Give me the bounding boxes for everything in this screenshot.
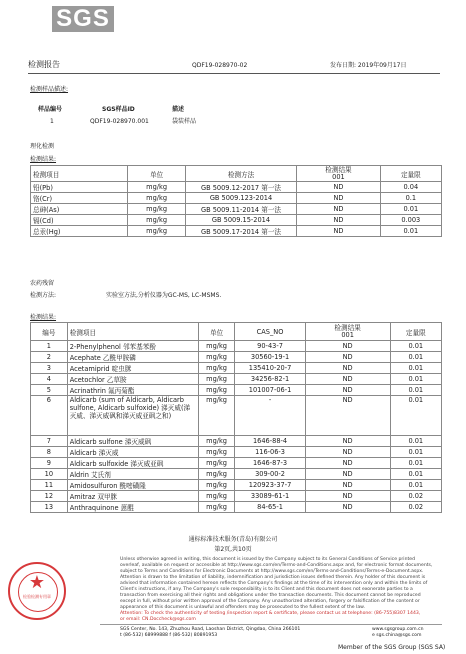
cell-no: 7 <box>31 436 68 447</box>
physchem-header-row <box>31 166 442 182</box>
cell-loq: 0.01 <box>380 204 441 215</box>
col-item: 检测项目 <box>31 166 128 182</box>
cell-result: ND <box>297 204 380 215</box>
cell-cas: 1646-88-4 <box>235 436 305 447</box>
table-row <box>31 480 442 491</box>
cell-no: 11 <box>31 480 68 491</box>
disclaimer-line: advised that information contained hereon reflects the Company's findings at the time of its intervention only and within the limits of <box>120 581 428 586</box>
cell-loq: 0.04 <box>380 182 441 193</box>
col-result: 检测结果 001 <box>305 323 390 341</box>
cell-item: Aldrin 艾氏剂 <box>67 469 198 480</box>
cell-result: ND <box>305 363 390 374</box>
cell-cas: 1646-87-3 <box>235 458 305 469</box>
cell-no: 1 <box>31 341 68 352</box>
col-cas: CAS_NO <box>235 323 305 341</box>
footer-attention: Attention: To check the authenticity of testing /inspection report & certificate, please contact us at telephone: (86-755)8307 1443, <box>120 611 421 616</box>
cell-item: Acephate 乙酰甲胺磷 <box>67 352 198 363</box>
cell-cas: 120923-37-7 <box>235 480 305 491</box>
cell-result: ND <box>305 469 390 480</box>
table-row <box>31 215 442 226</box>
cell-result: ND <box>305 385 390 396</box>
cell-item: Aldicarb sulfone 涕灭威砜 <box>67 436 198 447</box>
cell-cas: 84-65-1 <box>235 502 305 513</box>
footer-phone: t (86-532) 68999888 f (86-532) 80891953 <box>120 633 218 638</box>
cell-result: ND <box>305 396 390 436</box>
cell-no: 6 <box>31 396 68 436</box>
footer-disclaimer <box>120 557 442 611</box>
cell-no: 8 <box>31 447 68 458</box>
disclaimer-line: overleaf, available on request or accessible at http://www.sgs.com/en/Terms-and-Conditions.aspx and, for electronic format documents, <box>120 563 433 568</box>
cell-item: Aldicarb (sum of Aldicarb, Aldicarb sulfone, Aldicarb sulfoxide) 涕灭威(涕灭威、涕灭威砜和涕灭威亚砜之和) <box>67 396 198 436</box>
physchem-results-label: 检测结果: <box>30 156 57 163</box>
cell-item: 铅(Pb) <box>31 182 128 193</box>
disclaimer-line: appearance of this document is unlawful and offenders may be prosecuted to the fullest extent of the law. <box>120 605 365 610</box>
cell-loq: 0.01 <box>390 447 441 458</box>
physchem-table <box>30 165 442 237</box>
sample-description: 袋装样品 <box>172 118 197 125</box>
cell-no: 12 <box>31 491 68 502</box>
col-loq: 定量限 <box>380 166 441 182</box>
pesticide-table <box>30 322 442 513</box>
cell-item: Aldicarb 涕灭威 <box>67 447 198 458</box>
cell-loq: 0.01 <box>390 480 441 491</box>
cell-result: ND <box>305 374 390 385</box>
table-row <box>31 363 442 374</box>
cell-item: 总砷(As) <box>31 204 128 215</box>
cell-unit: mg/kg <box>198 447 235 458</box>
company-seal <box>8 562 66 620</box>
cell-method: GB 5009.123-2014 <box>185 193 297 204</box>
sample-section-title: 检测样品描述: <box>30 86 69 93</box>
cell-unit: mg/kg <box>198 458 235 469</box>
cell-unit: mg/kg <box>128 182 185 193</box>
col-item: 检测项目 <box>67 323 198 341</box>
cell-result: ND <box>305 352 390 363</box>
cell-unit: mg/kg <box>198 352 235 363</box>
cell-unit: mg/kg <box>198 480 235 491</box>
cell-method: GB 5009.12-2017 第一法 <box>185 182 297 193</box>
cell-no: 2 <box>31 352 68 363</box>
cell-item: Anthraquinone 蒽醌 <box>67 502 198 513</box>
cell-cas: 309-00-2 <box>235 469 305 480</box>
cell-result: ND <box>305 458 390 469</box>
cell-loq: 0.01 <box>390 341 441 352</box>
footer-attention-email: or email: CN.Doccheck@sgs.com <box>120 617 196 622</box>
cell-loq: 0.1 <box>380 193 441 204</box>
cell-loq: 0.01 <box>380 226 441 237</box>
cell-cas: 90-43-7 <box>235 341 305 352</box>
table-row <box>31 341 442 352</box>
table-row <box>31 436 442 447</box>
cell-no: 3 <box>31 363 68 374</box>
cell-loq: 0.01 <box>390 385 441 396</box>
table-row <box>31 385 442 396</box>
cell-item: Acetochlor 乙草胺 <box>67 374 198 385</box>
pesticide-method-label: 检测方法: <box>30 292 57 299</box>
sample-sgs-id: QDF19-028970.001 <box>90 118 149 125</box>
table-row <box>31 182 442 193</box>
cell-loq: 0.01 <box>390 396 441 436</box>
cell-item: Amidosulfuron 酰嘧磺隆 <box>67 480 198 491</box>
cell-unit: mg/kg <box>128 215 185 226</box>
table-row <box>31 352 442 363</box>
table-row <box>31 491 442 502</box>
cell-cas: 116-06-3 <box>235 447 305 458</box>
footer-company: 通标标准技术服务(青岛)有限公司 <box>188 536 278 543</box>
sample-col-number: 样品编号 <box>38 106 63 113</box>
cell-unit: mg/kg <box>198 396 235 436</box>
seal-text: 检验检测专用章 <box>23 594 51 599</box>
cell-cas: 30560-19-1 <box>235 352 305 363</box>
cell-method: GB 5009.11-2014 第一法 <box>185 204 297 215</box>
cell-item: 铬(Cr) <box>31 193 128 204</box>
report-title: 检测报告 <box>28 60 60 69</box>
cell-unit: mg/kg <box>128 226 185 237</box>
cell-unit: mg/kg <box>198 374 235 385</box>
cell-item: 镉(Cd) <box>31 215 128 226</box>
cell-method: GB 5009.15-2014 <box>185 215 297 226</box>
cell-unit: mg/kg <box>198 436 235 447</box>
cell-cas: - <box>235 396 305 436</box>
cell-no: 9 <box>31 458 68 469</box>
col-unit: 单位 <box>198 323 235 341</box>
table-row <box>31 458 442 469</box>
footer-email: e sgs.china@sgs.com <box>372 633 422 638</box>
star-icon: ★ <box>28 572 46 593</box>
sgs-logo: SGS <box>52 6 114 32</box>
cell-loq: 0.01 <box>390 469 441 480</box>
table-row <box>31 204 442 215</box>
pesticide-results-label: 检测结果: <box>30 314 57 321</box>
cell-result: ND <box>305 502 390 513</box>
cell-result: ND <box>305 447 390 458</box>
cell-item: Acrinathrin 氟丙菊酯 <box>67 385 198 396</box>
cell-no: 4 <box>31 374 68 385</box>
cell-cas: 135410-20-7 <box>235 363 305 374</box>
col-no: 编号 <box>31 323 68 341</box>
cell-loq: 0.01 <box>390 374 441 385</box>
cell-item: 2-Phenylphenol 邻苯基苯酚 <box>67 341 198 352</box>
col-loq: 定量限 <box>390 323 441 341</box>
col-method: 检测方法 <box>185 166 297 182</box>
disclaimer-line: subject to Terms and Conditions for Electronic Documents at http://www.sgs.com/en/Terms-and-Conditions/Terms-e-Document.aspx. <box>120 569 424 574</box>
col-unit: 单位 <box>128 166 185 182</box>
header-divider <box>28 73 440 74</box>
cell-loq: 0.01 <box>390 436 441 447</box>
cell-cas: 33089-61-1 <box>235 491 305 502</box>
cell-unit: mg/kg <box>128 193 185 204</box>
cell-result: ND <box>305 480 390 491</box>
pesticide-section-title: 农药残留 <box>30 280 55 287</box>
cell-result: ND <box>297 193 380 204</box>
cell-result: ND <box>297 215 380 226</box>
footer-page-number: 第2页,共10页 <box>214 546 252 553</box>
footer-web: www.sgsgroup.com.cn <box>372 627 424 632</box>
col-result: 检测结果 001 <box>297 166 380 182</box>
cell-result: ND <box>305 491 390 502</box>
issue-date: 发布日期: 2019年09月17日 <box>330 62 407 69</box>
cell-unit: mg/kg <box>128 204 185 215</box>
cell-result: ND <box>297 226 380 237</box>
table-row <box>31 193 442 204</box>
cell-loq: 0.02 <box>390 502 441 513</box>
pesticide-header-row <box>31 323 442 341</box>
footer-divider <box>100 624 442 625</box>
cell-result: ND <box>305 341 390 352</box>
cell-result: ND <box>305 436 390 447</box>
cell-unit: mg/kg <box>198 469 235 480</box>
table-row <box>31 502 442 513</box>
disclaimer-line: except in full, without prior written approval of the Company. Any unauthorized alteration, forgery or falsification of the content or <box>120 599 420 604</box>
table-row <box>31 374 442 385</box>
cell-cas: 34256-82-1 <box>235 374 305 385</box>
cell-item: 总汞(Hg) <box>31 226 128 237</box>
cell-item: Acetamiprid 啶虫脒 <box>67 363 198 374</box>
cell-unit: mg/kg <box>198 363 235 374</box>
pesticide-method-value: 实验室方法,分析仪器为GC-MS, LC-MSMS. <box>106 292 222 299</box>
disclaimer-line: Unless otherwise agreed in writing, this document is issued by the Company subject to its General Conditions of Service printed <box>120 557 416 562</box>
cell-no: 5 <box>31 385 68 396</box>
disclaimer-line: Client's instructions, if any. The Company's sole responsibility is to its Client and this document does not exonerate parties to a <box>120 587 413 592</box>
cell-unit: mg/kg <box>198 341 235 352</box>
cell-loq: 0.01 <box>390 363 441 374</box>
footer-address: SGS Center, No. 143, Zhuzhou Road, Laoshan District, Qingdao, China 266101 <box>120 627 301 632</box>
cell-loq: 0.02 <box>390 491 441 502</box>
cell-loq: 0.01 <box>390 352 441 363</box>
report-number: QDF19-028970-02 <box>192 62 248 69</box>
cell-item: Amitraz 双甲脒 <box>67 491 198 502</box>
cell-unit: mg/kg <box>198 385 235 396</box>
disclaimer-line: Attention is drawn to the limitation of liability, indemnification and jurisdiction issues defined therein. Any holder of this document is <box>120 575 426 580</box>
cell-no: 13 <box>31 502 68 513</box>
table-row <box>31 396 442 436</box>
table-row <box>31 469 442 480</box>
footer-member: Member of the SGS Group (SGS SA) <box>338 644 446 651</box>
cell-no: 10 <box>31 469 68 480</box>
cell-unit: mg/kg <box>198 502 235 513</box>
cell-loq: 0.01 <box>390 458 441 469</box>
cell-unit: mg/kg <box>198 491 235 502</box>
disclaimer-line: transaction from exercising all their rights and obligations under the transaction documents. This document cannot be reproduced <box>120 593 421 598</box>
cell-loq: 0.003 <box>380 215 441 226</box>
table-row <box>31 226 442 237</box>
cell-item: Aldicarb sulfoxide 涕灭威亚砜 <box>67 458 198 469</box>
cell-method: GB 5009.17-2014 第一法 <box>185 226 297 237</box>
cell-cas: 101007-06-1 <box>235 385 305 396</box>
sample-col-description: 描述 <box>172 106 185 113</box>
sample-col-sgs-id: SGS样品ID <box>102 106 135 113</box>
physchem-section-title: 理化检测 <box>30 143 55 150</box>
sample-number: 1 <box>50 118 54 125</box>
cell-result: ND <box>297 182 380 193</box>
table-row <box>31 447 442 458</box>
